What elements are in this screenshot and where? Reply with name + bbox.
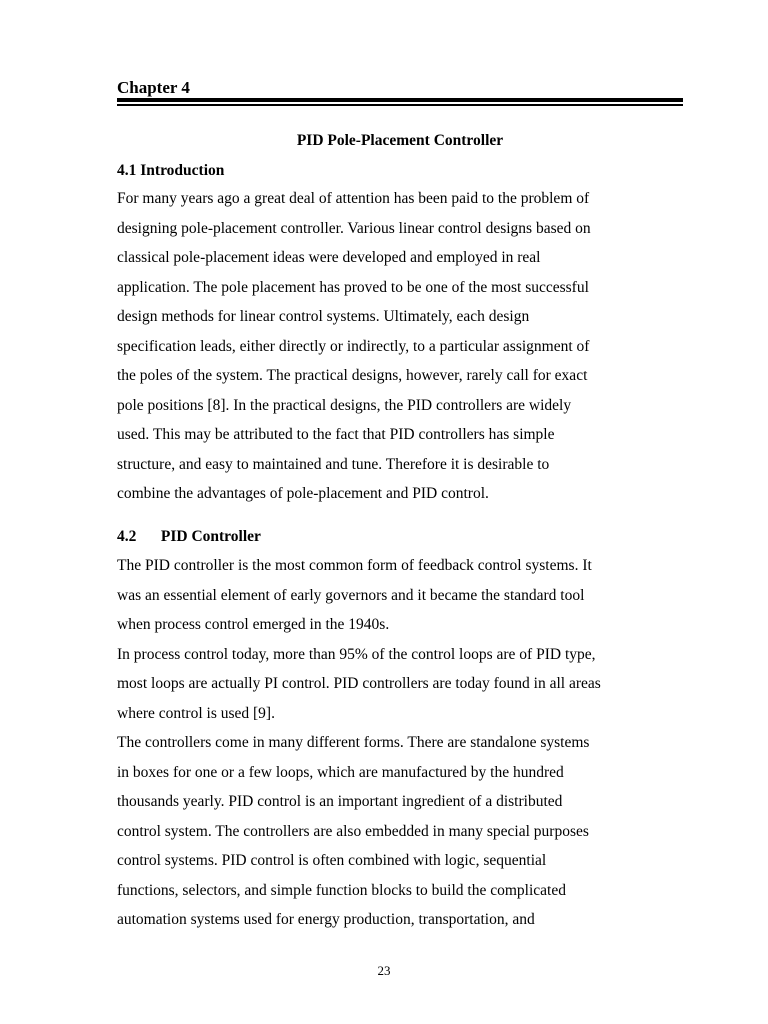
text-line: where control is used [9]. [117, 704, 275, 722]
text-line: when process control emerged in the 1940s. [117, 616, 390, 633]
text-line: The PID controller is the most common form of feedback control systems. It [117, 557, 592, 574]
text-line: combine the advantages of pole-placement and PID control. [117, 485, 489, 502]
chapter-divider-thin [117, 104, 683, 106]
text-line: classical pole-placement ideas were developed and employed in real [117, 249, 541, 266]
section-title: Introduction [140, 162, 225, 179]
section-body-pid-controller [117, 551, 683, 935]
chapter-divider-thick [117, 98, 683, 102]
text-line: control system. The controllers are also embedded in many special purposes [117, 822, 589, 840]
section-title: PID Controller [160, 528, 261, 545]
text-line: most loops are actually PI control. PID controllers are today found in all areas [117, 675, 601, 692]
text-line: was an essential element of early governors and it became the standard tool [117, 586, 585, 604]
text-line: thousands yearly. PID control is an important ingredient of a distributed [117, 793, 563, 810]
text-line: For many years ago a great deal of attention has been paid to the problem of [117, 190, 590, 207]
page-number: 23 [377, 963, 391, 978]
chapter-title: PID Pole-Placement Controller [296, 132, 504, 149]
text-line: used. This may be attributed to the fact that PID controllers has simple [117, 426, 555, 443]
text-line: application. The pole placement has proved to be one of the most successful [117, 278, 589, 296]
text-line: In process control today, more than 95% of the control loops are of PID type, [117, 645, 596, 663]
text-line: in boxes for one or a few loops, which are manufactured by the hundred [117, 763, 564, 781]
text-line: functions, selectors, and simple function blocks to build the complicated [117, 881, 566, 899]
text-line: The controllers come in many different forms. There are standalone systems [117, 734, 590, 751]
text-line: control systems. PID control is often combined with logic, sequential [117, 852, 547, 869]
section-number: 4.1 [117, 162, 137, 179]
text-line: designing pole-placement controller. Various linear control designs based on [117, 219, 591, 237]
text-line: the poles of the system. The practical designs, however, rarely call for exact [117, 367, 588, 384]
chapter-label: Chapter 4 [117, 78, 190, 97]
text-line: design methods for linear control systems. Ultimately, each design [117, 308, 530, 325]
text-line: structure, and easy to maintained and tune. Therefore it is desirable to [117, 455, 550, 473]
section-heading-introduction [117, 160, 224, 182]
text-line: pole positions [8]. In the practical designs, the PID controllers are widely [117, 396, 572, 414]
section-body-introduction [117, 184, 683, 509]
text-line: specification leads, either directly or indirectly, to a particular assignment of [117, 337, 590, 355]
section-number: 4.2 [117, 528, 137, 545]
chapter-divider [117, 98, 683, 107]
section-heading-pid-controller [117, 526, 261, 548]
text-line: automation systems used for energy production, transportation, and [117, 911, 535, 928]
